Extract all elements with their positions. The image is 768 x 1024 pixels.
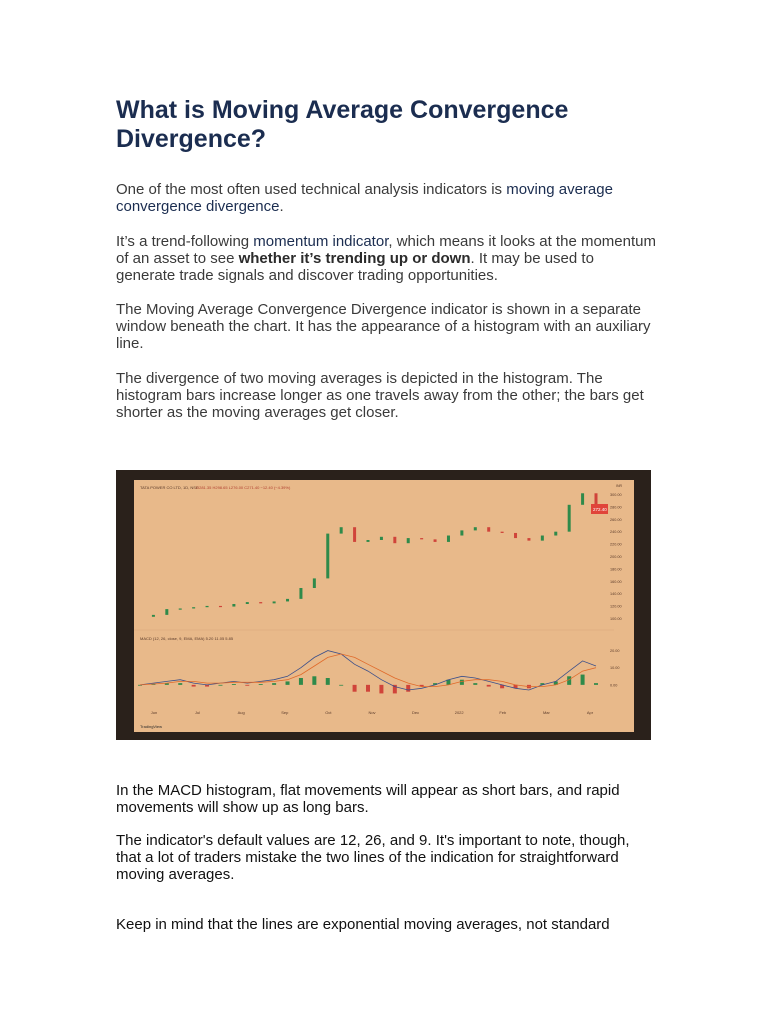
paragraph-defaults: The indicator's default values are 12, 26, and 9. It's important to note, though, that a lot of traders mistake the two lines of the indication for straightforward moving averages. [116,832,630,883]
momentum-indicator-link[interactable]: momentum indicator [253,233,389,250]
chart-currency: INR [616,484,623,488]
price-tick-label: 260.00 [610,517,622,522]
macd-tick-label: 10.00 [610,666,620,671]
time-axis-label: Apr [586,710,594,715]
price-tick-label: 220.00 [610,542,622,547]
price-candle [299,588,302,599]
price-candle [474,527,477,530]
price-candle [487,527,490,531]
price-candle [192,607,195,608]
macd-histogram-bar [339,685,343,686]
macd-histogram-bar [594,683,598,685]
macd-link[interactable]: moving average convergence divergence [116,181,613,215]
paragraph-ema-note: Keep in mind that the lines are exponential moving averages, not standard [116,916,610,933]
price-candle [286,599,289,602]
paragraph-trend [116,233,656,284]
price-tick-label: 160.00 [610,579,622,584]
time-axis-label: Nov [368,710,376,715]
price-candle [340,527,343,533]
price-candle [232,604,235,607]
price-candle [554,532,557,536]
macd-histogram-bar [245,685,249,686]
trend-text-end: . It may be used to generate trade signals and discover trading opportunities. [116,250,594,284]
paragraph-intro [116,181,656,215]
trend-text-mid: , which means it looks at the momentum of an asset to see [116,233,656,267]
macd-histogram-bar [218,685,222,686]
price-candle [353,527,356,542]
time-axis-label: Oct [325,710,332,715]
macd-histogram-bar [312,676,316,685]
time-axis-label: Dec [412,710,420,715]
price-tick-label: 120.00 [610,604,622,609]
macd-histogram-bar [406,685,410,692]
price-candle [420,538,423,539]
price-tick-label: 140.00 [610,592,622,597]
macd-histogram-bar [272,683,276,685]
price-tick-label: 180.00 [610,567,622,572]
price-candle [447,536,450,542]
macd-histogram-bar [460,680,464,685]
macd-histogram-bar [286,681,290,684]
price-candle [152,615,155,617]
price-candle [501,532,504,533]
macd-histogram-bar [581,675,585,685]
price-candle [393,537,396,543]
price-candle [434,539,437,542]
macd-histogram-bar [487,685,491,687]
time-axis-label: Mar [542,710,550,715]
time-axis-label: Jul [195,710,201,715]
macd-histogram-bar [232,684,236,685]
intro-text: One of the most often used technical analysis indicators is [116,181,507,198]
macd-chart-figure [116,470,651,740]
price-candle [206,606,209,607]
price-tick-label: 240.00 [610,530,622,535]
macd-histogram-bar [192,685,196,687]
macd-tick-label: 0.00 [610,683,618,688]
macd-histogram-bar [259,684,263,685]
macd-chart [116,470,651,740]
price-candle [367,540,370,542]
price-candle [165,609,168,615]
time-axis-label: Feb [499,710,507,715]
price-tick-label: 280.00 [610,505,622,510]
price-candle [514,533,517,538]
price-candle [460,530,463,535]
chart-title: TATA POWER CO LTD, 1D, NSE [140,485,199,490]
macd-histogram-bar [366,685,370,692]
paragraph-histogram: In the MACD histogram, flat movements will appear as short bars, and rapid movements will show up as long bars. [116,782,620,816]
chart-ohlc: O281.35 H298.65 L276.00 C271.40 −12.40 (−4.39%) [196,485,291,490]
price-candle [527,538,530,541]
intro-text-end: . [279,198,284,215]
price-candle [246,602,249,604]
macd-tick-label: 20.00 [610,649,620,654]
price-candle [407,538,410,543]
macd-histogram-bar [299,678,303,685]
macd-histogram-bar [353,685,357,692]
chart-background [134,480,634,732]
paragraph-window: The Moving Average Convergence Divergence indicator is shown in a separate window beneath the chart. It has the appearance of a histogram with an auxiliary line. [116,301,651,352]
price-tick-label: 300.00 [610,493,622,497]
trend-bold-text: whether it’s trending up or down [238,250,471,267]
price-candle [380,537,383,540]
macd-label: MACD (12, 26, close, 9, EMA, EMA) 5.20 11.05 5.85 [140,636,234,641]
macd-histogram-bar [178,683,182,685]
price-candle [179,608,182,609]
price-candle [273,601,276,603]
price-candle [259,602,262,603]
time-axis-label: Jun [150,710,158,715]
price-candle [313,578,316,588]
price-candle [541,536,544,541]
price-candle [568,505,571,532]
price-tick-label: 100.00 [610,617,622,621]
macd-histogram-bar [473,683,477,685]
trend-text: It’s a trend-following [116,233,254,250]
macd-histogram-bar [379,685,383,694]
macd-histogram-bar [326,678,330,685]
price-candle [326,534,329,579]
time-axis-label: Sep [281,710,289,715]
price-tick-label: 200.00 [610,555,622,559]
price-tag-value: 272.40 [593,507,607,512]
watermark: TradingView [140,724,163,729]
page-title: What is Moving Average Convergence Divergence? [116,96,569,153]
time-axis-label: 2022 [454,710,464,715]
time-axis-label: Aug [237,710,245,715]
price-candle [581,493,584,505]
paragraph-divergence: The divergence of two moving averages is depicted in the histogram. The histogram bars increase longer as one travels away from the other; the bars get shorter as the moving averages get closer. [116,370,644,421]
price-candle [219,606,222,607]
